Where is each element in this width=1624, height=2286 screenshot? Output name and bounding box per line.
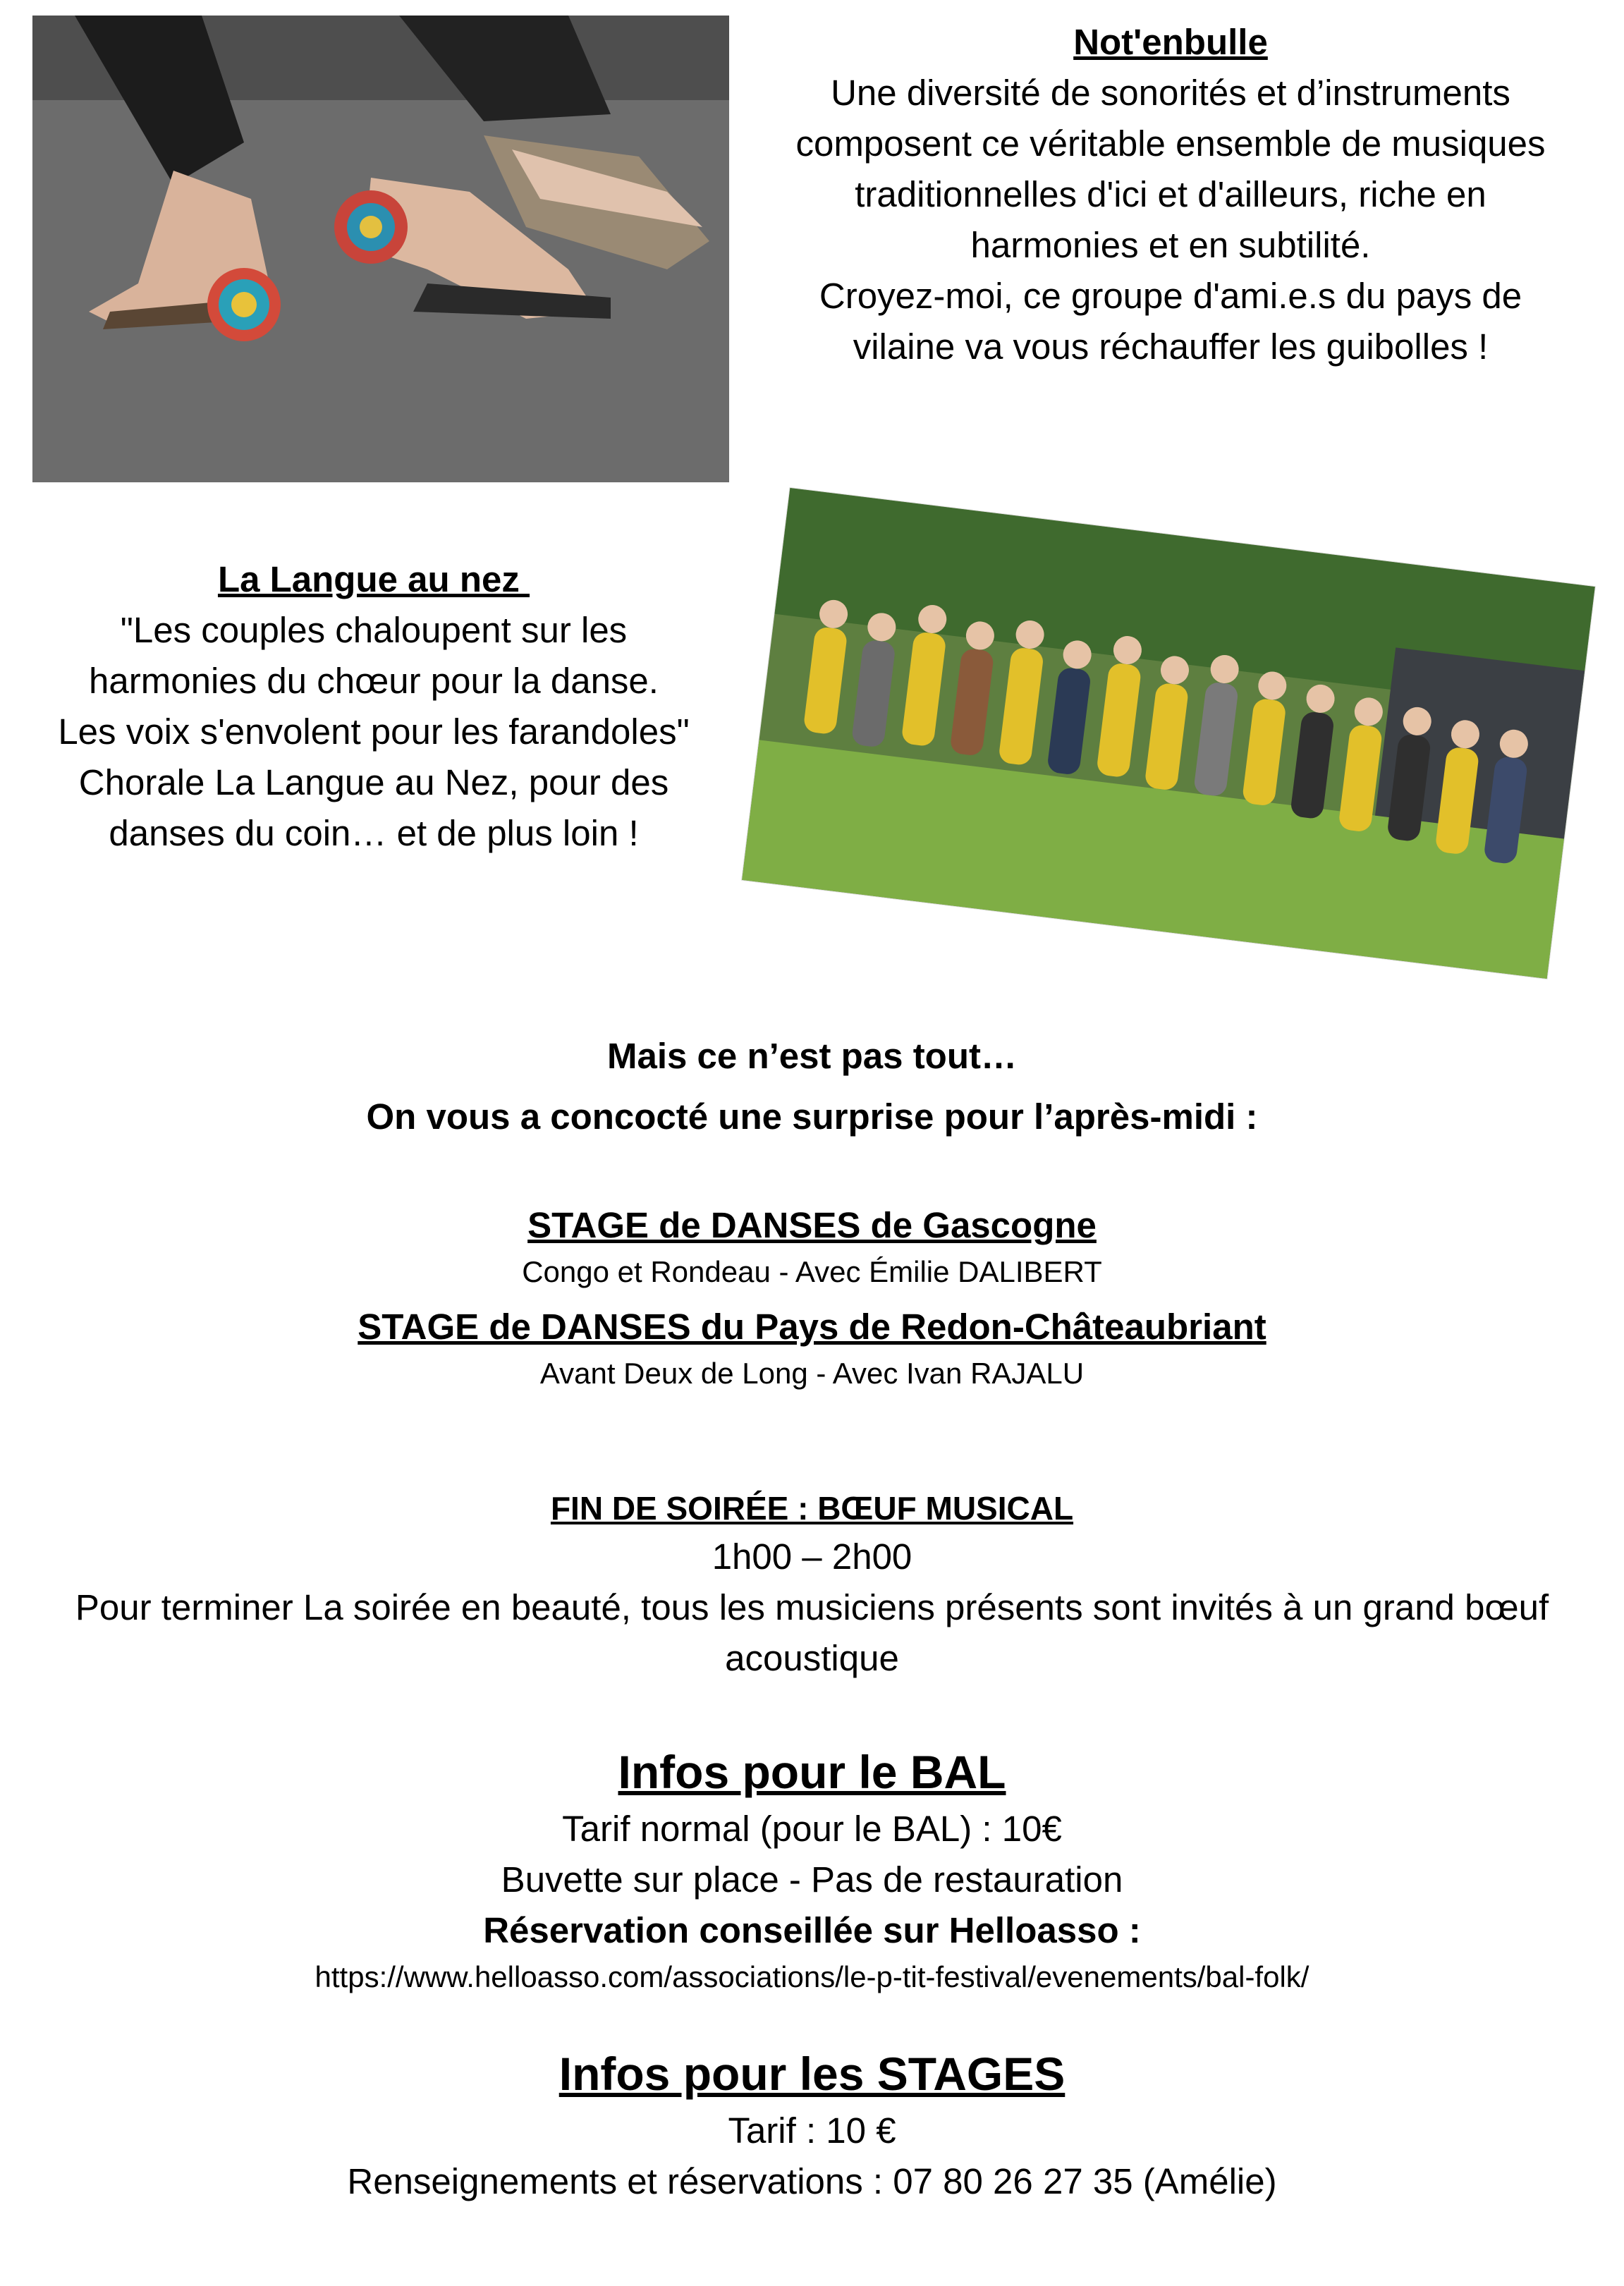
notenbulle-line: harmonies et en subtilité.: [970, 225, 1371, 265]
langue-line: harmonies du chœur pour la danse.: [89, 661, 659, 701]
surprise-line-1: Mais ce n’est pas tout…: [607, 1036, 1017, 1076]
choir-group-illustration: [742, 488, 1595, 979]
langue-section: [7, 554, 740, 859]
surprise-section: [0, 1031, 1624, 1142]
bal-info-section: [0, 1740, 1624, 1998]
stages-section: [0, 1200, 1624, 1395]
stages-info-title: Infos pour les STAGES: [558, 2048, 1066, 2100]
stages-contact: Renseignements et réservations : 07 80 26 27 35 (Amélie): [347, 2161, 1277, 2201]
langue-line: Chorale La Langue au Nez, pour des: [78, 762, 669, 802]
notenbulle-line: traditionnelles d'ici et d'ailleurs, riche en: [855, 174, 1486, 214]
notenbulle-line: composent ce véritable ensemble de musiques: [795, 123, 1546, 164]
notenbulle-line: vilaine va vous réchauffer les guibolles !: [853, 326, 1489, 367]
bal-helloasso-link[interactable]: https://www.helloasso.com/associations/le-p-tit-festival/evenements/bal-folk/: [315, 1960, 1309, 1993]
stage-title-redon: STAGE de DANSES du Pays de Redon-Châteaubriant: [358, 1307, 1266, 1347]
notenbulle-line: Croyez-moi, ce groupe d'ami.e.s du pays de: [819, 276, 1522, 316]
dancing-feet-illustration: [32, 16, 729, 482]
surprise-line-2: On vous a concocté une surprise pour l’après-midi :: [366, 1096, 1258, 1137]
fin-soiree-section: [0, 1485, 1624, 1684]
langue-line: "Les couples chaloupent sur les: [120, 610, 628, 650]
stage-title-gascogne: STAGE de DANSES de Gascogne: [527, 1205, 1097, 1245]
choir-group-photo: [742, 488, 1595, 979]
stage-detail-redon: Avant Deux de Long - Avec Ivan RAJALU: [539, 1357, 1085, 1390]
fin-soiree-title: FIN DE SOIRÉE : BŒUF MUSICAL: [550, 1490, 1074, 1527]
dancing-feet-photo: [32, 16, 729, 482]
notenbulle-section: [747, 17, 1594, 372]
bal-reservation: Réservation conseillée sur Helloasso :: [483, 1910, 1141, 1950]
notenbulle-line: Une diversité de sonorités et d’instruments: [831, 73, 1510, 113]
bal-buvette: Buvette sur place - Pas de restauration: [501, 1859, 1123, 1900]
bal-tarif: Tarif normal (pour le BAL) : 10€: [562, 1809, 1062, 1849]
stages-tarif: Tarif : 10 €: [728, 2110, 896, 2151]
bal-info-title: Infos pour le BAL: [618, 1746, 1006, 1798]
fin-soiree-line-1: Pour terminer La soirée en beauté, tous les musiciens présents sont invités à un grand bœuf: [75, 1587, 1549, 1627]
stage-detail-gascogne: Congo et Rondeau - Avec Émilie DALIBERT: [522, 1255, 1102, 1288]
fin-soiree-line-2: acoustique: [725, 1638, 899, 1678]
notenbulle-title: Not'enbulle: [1073, 22, 1268, 62]
fin-soiree-time: 1h00 – 2h00: [712, 1536, 912, 1577]
langue-title: La Langue au nez: [217, 559, 530, 599]
stages-info-section: [0, 2042, 1624, 2207]
langue-line: danses du coin… et de plus loin !: [109, 813, 639, 853]
langue-line: Les voix s'envolent pour les farandoles": [58, 711, 690, 752]
